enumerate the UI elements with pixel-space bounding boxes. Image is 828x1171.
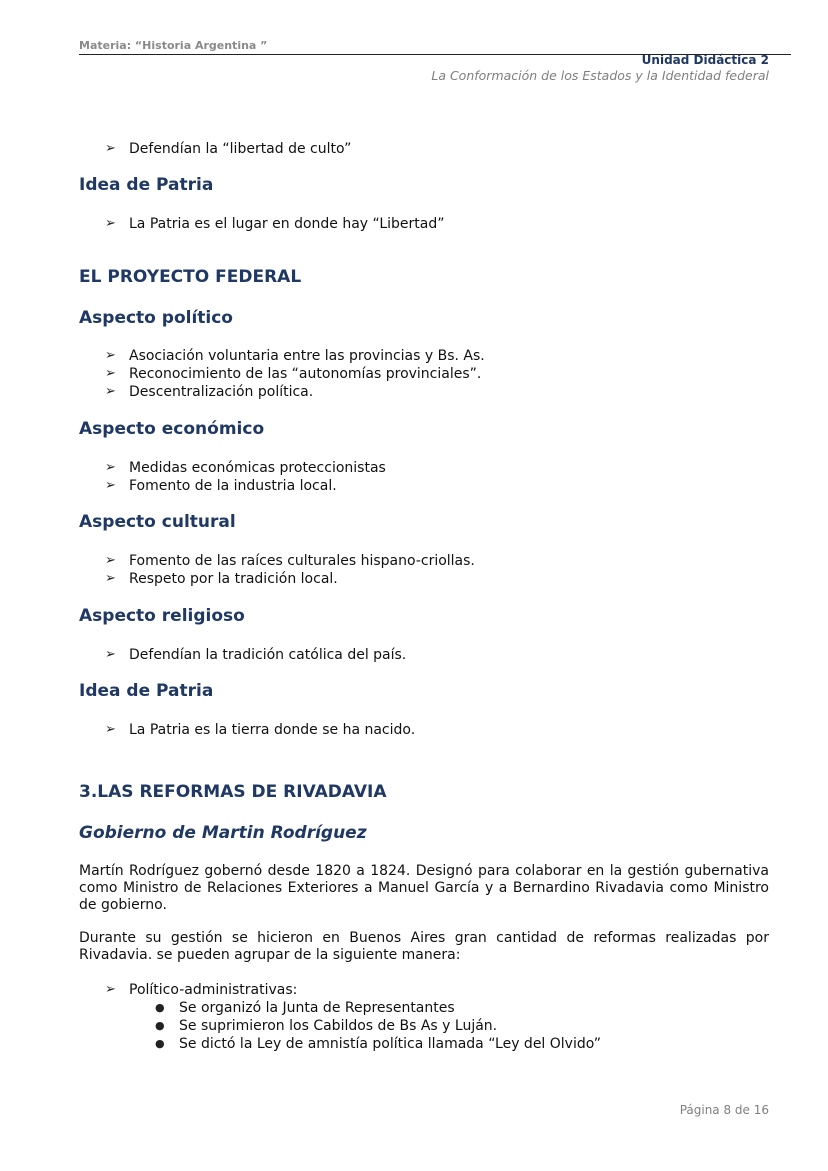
- sub-list-item: ● Se suprimieron los Cabildos de Bs As y Luján.: [155, 1017, 769, 1035]
- heading-aspecto-politico: Aspecto político: [79, 308, 233, 328]
- heading-aspecto-cultural: Aspecto cultural: [79, 512, 236, 532]
- heading-proyecto-federal: EL PROYECTO FEDERAL: [79, 267, 302, 287]
- paragraph-rodriguez: Martín Rodríguez gobernó desde 1820 a 1824. Designó para colaborar en la gestión gubernativa como Ministro de Relaciones Exteriores a Manuel García y a Bernardino Rivadavia como Ministro de gobierno.: [79, 863, 769, 913]
- list-item: ➢ Reconocimiento de las “autonomías provinciales”.: [105, 365, 769, 383]
- list-item: ➢ Respeto por la tradición local.: [105, 570, 769, 588]
- religioso-list: [79, 646, 769, 664]
- list-item: ➢ Defendían la “libertad de culto”: [105, 140, 769, 158]
- list-item: ➢ La Patria es la tierra donde se ha nacido.: [105, 721, 769, 739]
- heading-gobierno-rodriguez: Gobierno de Martin Rodríguez: [79, 823, 367, 843]
- list-item: ➢ Fomento de la industria local.: [105, 477, 769, 495]
- heading-idea-patria-1: Idea de Patria: [79, 175, 214, 195]
- paragraph-reformas: Durante su gestión se hicieron en Buenos Aires gran cantidad de reformas realizadas por Rivadavia. se pueden agrupar de la siguiente manera:: [79, 930, 769, 963]
- list-item: ➢ Político-administrativas:: [105, 981, 769, 999]
- header-unit: Unidad Didáctica 2: [641, 53, 769, 67]
- patria-1-list: [79, 215, 769, 233]
- list-item: ➢ Defendían la tradición católica del país.: [105, 646, 769, 664]
- list-item: ➢ Fomento de las raíces culturales hispano-criollas.: [105, 552, 769, 570]
- list-item: ➢ Descentralización política.: [105, 383, 769, 401]
- list-item: ➢ Medidas económicas proteccionistas: [105, 459, 769, 477]
- patria-2-list: [79, 721, 769, 739]
- heading-reformas-rivadavia: 3.LAS REFORMAS DE RIVADAVIA: [79, 782, 387, 802]
- page-number: Página 8 de 16: [679, 1103, 769, 1117]
- heading-idea-patria-2: Idea de Patria: [79, 681, 214, 701]
- list-item: ➢ Asociación voluntaria entre las provincias y Bs. As.: [105, 347, 769, 365]
- sub-list-item: ● Se dictó la Ley de amnistía política llamada “Ley del Olvido”: [155, 1035, 769, 1053]
- heading-aspecto-economico: Aspecto económico: [79, 419, 265, 439]
- cultural-list: [79, 552, 769, 588]
- header-subject: Materia: “Historia Argentina ”: [79, 39, 268, 52]
- reformas-list: [79, 981, 769, 1053]
- heading-aspecto-religioso: Aspecto religioso: [79, 606, 245, 626]
- header-subtitle: La Conformación de los Estados y la Identidad federal: [431, 68, 769, 83]
- list-item: ➢ La Patria es el lugar en donde hay “Libertad”: [105, 215, 769, 233]
- economico-list: [79, 459, 769, 495]
- top-bullets: [79, 140, 769, 158]
- sub-list-item: ● Se organizó la Junta de Representantes: [155, 999, 769, 1017]
- politico-list: [79, 347, 769, 401]
